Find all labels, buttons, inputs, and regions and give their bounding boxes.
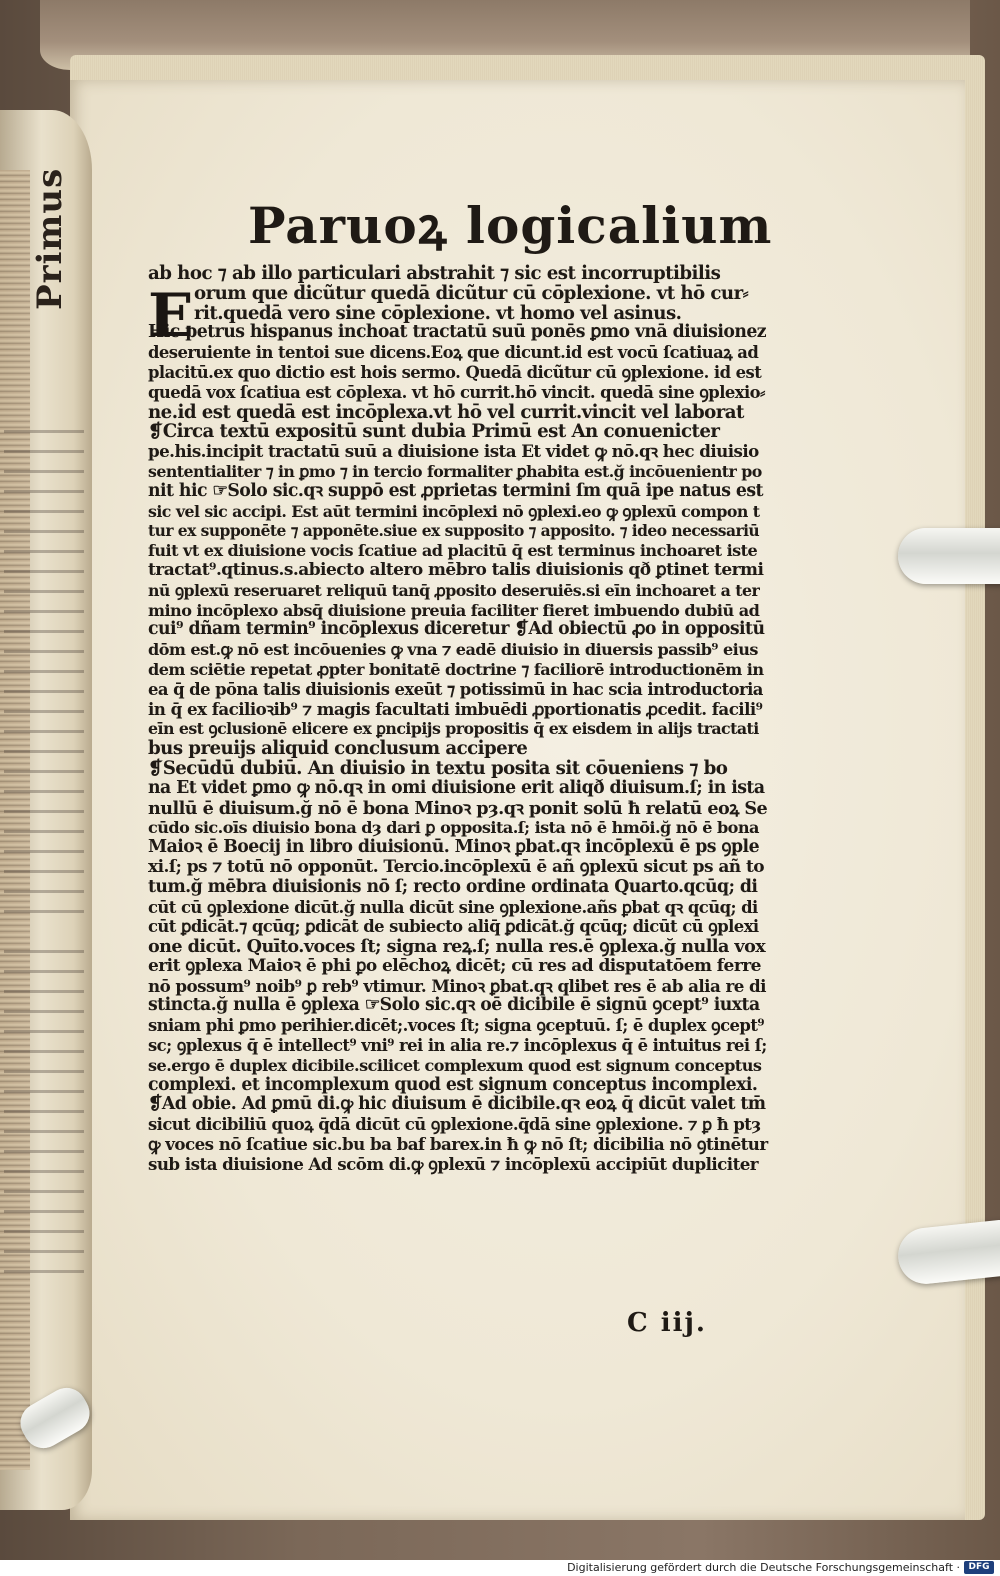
text-line: sententialiter ⁊ in ꝑmo ⁊ in tercio formaliter ꝑhabita est.ğ incōuenientr po <box>148 461 762 481</box>
text-line: fuit vt ex diuisione vocis ſcatiue ad placitū q̄ est terminus inchoaret iste <box>148 541 758 561</box>
text-line: ꝙ voces nō ſcatiue sic.bu ba baf barex.in ħ ꝙ nō ſt; dicibilia nō ꝯtinētur <box>148 1134 768 1155</box>
text-line: one dicūt. Quīto.voces ſt; signa reꝝ.ſ; nulla res.ē ꝯplexa.ğ nulla vox <box>148 936 766 958</box>
text-line: sub ista diuisione Ad scōm di.ꝙ ꝯplexū ⁊ incōplexū accipiūt dupliciter <box>148 1153 759 1174</box>
dfg-logo-badge: DFG <box>964 1561 994 1574</box>
text-line: ❡Circa textū expositū sunt dubia Primū est An conuenicter <box>148 421 720 443</box>
verso-running-title: Primus <box>30 167 70 310</box>
text-line: cūt ꝑdicāt.⁊ qcūq; ꝑdicāt de subiecto aliq̄ ꝑdicāt.ğ qcūq; dicūt cū ꝯplexi <box>148 917 759 937</box>
text-line: dōm est.ꝙ nō est incōuenies ꝙ vna ⁊ eadē diuisio in diuersis passib⁹ eius <box>148 640 758 660</box>
text-line: pe.his.incipit tractatū suū a diuisione ista Et videt ꝙ nō.qꝛ hec diuisio <box>148 441 759 462</box>
text-line: ❡Secūdū dubiū. An diuisio in textu posita sit cōueniens ⁊ bo <box>148 757 728 779</box>
text-line: tractat⁹.qtinus.s.abiecto altero mēbro talis diuisionis qð ꝑtinet termi <box>148 559 764 580</box>
text-line: Maioꝛ ē Boecij in libro diuisionū. Minoꝛ ꝑbat.qꝛ incōplexū ē ps ꝯple <box>148 837 760 858</box>
text-line: tum.ğ mēbra diuisionis nō ſ; recto ordine ordinata Quarto.qcūq; di <box>148 876 758 897</box>
text-line: sc; ꝯplexus q̄ ē intellect⁹ vni⁹ rei in alia re.⁊ incōplexus q̄ ē intuitus rei ſ; <box>148 1036 767 1056</box>
text-line: na Et videt ꝑmo ꝙ nō.qꝛ in omi diuisione erit aliqð diuisum.ſ; in ista <box>148 777 765 798</box>
text-line: nū ꝯplexū reseruaret reliquū tanq̄ ꝓposito deseruiēs.si eīn inchoaret a ter <box>148 580 760 600</box>
text-line: nullū ē diuisum.ğ nō ē bona Minoꝛ pȝ.qꝛ ponit solū ħ relatū eoꝝ Se <box>148 797 768 819</box>
running-title: Paruoꝝ logicalium <box>248 196 773 255</box>
text-line: xi.ſ; ps ⁊ totū nō opponūt. Tercio.incōplexū ē añ ꝯplexū sicut ps añ to <box>148 856 765 877</box>
text-line: dem sciētie repetat ꝓpter bonitatē doctrine ⁊ faciliorē introductionēm in <box>148 659 764 679</box>
text-line: stincta.ğ nulla ē ꝯplexa ☞Solo sic.qꝛ oē dicibile ē signū ꝯcept⁹ iuxta <box>148 995 760 1016</box>
text-line: cūdo sic.oīs diuisio bona dȝ dari ꝑ opposita.ſ; ista nō ē hmōi.ğ nō ē bona <box>148 818 759 838</box>
text-line: deseruiente in tentoi sue dicens.Eoꝝ que dicunt.id est vocū ſcatiuaꝝ ad <box>148 343 759 363</box>
text-line: cūt cū ꝯplexione dicūt.ğ nulla dicūt sine ꝯplexione.añs ꝑbat qꝛ qcūq; di <box>148 897 758 917</box>
text-line: orum que dicũtur quedā dicũtur cū cōplexione. vt hō cur⸗ <box>194 282 749 304</box>
text-line: in q̄ ex facilioꝛib⁹ ⁊ magis facultati imbuēdi ꝓportionatis ꝓcedit. facili⁹ <box>148 698 763 719</box>
text-line: ❡Ad obie. Ad ꝑmū di.ꝙ hic diuisum ē dicibile.qꝛ eoꝝ q̄ dicūt valet tm̄ <box>148 1094 766 1115</box>
text-column <box>148 264 768 1175</box>
text-line: sic vel sic accipi. Est aūt termini incōplexi nō ꝯplexi.eo ꝙ ꝯplexū compon t <box>148 501 760 521</box>
funding-credit: Digitalisierung gefördert durch die Deutsche Forschungsgemeinschaft · <box>567 1561 960 1574</box>
text-line: nit hic ☞Solo sic.qꝛ suppō est ꝓprietas termini ſm quā ipe natus est <box>148 480 763 501</box>
text-line: Hic petrus hispanus inchoat tractatū suū ponēs ꝑmo vnā diuisionez <box>148 322 767 343</box>
text-line: nō possum⁹ noib⁹ ꝑ reb⁹ vtimur. Minoꝛ ꝑbat.qꝛ qlibet res ē ab alia re di <box>148 975 766 996</box>
text-line: placitū.ex quo dictio est hois sermo. Quedā dicũtur cū ꝯplexione. id est <box>148 362 762 382</box>
text-line: ne.id est quedā est incōplexa.vt hō vel currit.vincit vel laborat <box>148 401 744 423</box>
initial-letter: E <box>148 281 194 351</box>
text-line: tur ex supponēte ⁊ apponēte.siue ex supposito ⁊ apposito. ⁊ ideo necessariū <box>148 521 760 541</box>
opening-line: ab hoc ⁊ ab illo particulari abstrahit ⁊ sic est incorruptibilis <box>148 263 721 284</box>
book-spine <box>0 170 30 1470</box>
text-line: complexi. et incomplexum quod est signum conceptus incomplexi. <box>148 1074 758 1095</box>
text-line: bus preuijs aliquid conclusum accipere <box>148 738 528 760</box>
page-clip-top <box>898 528 1000 584</box>
text-line: sniam phi ꝑmo perihier.dicēt;.voces ſt; signa ꝯceptuū. ſ; ē duplex ꝯcept⁹ <box>148 1016 764 1036</box>
text-line: sicut dicibiliū quoꝝ q̄dā dicūt cū ꝯplexione.q̄dā sine ꝯplexione. ⁊ ꝑ ħ ptȝ <box>148 1115 761 1135</box>
text-line: se.ergo ē duplex dicibile.scilicet complexum quod est signum conceptus <box>148 1055 762 1075</box>
body-lines <box>148 281 768 1175</box>
text-line: quedā vox ſcatiua est cōplexa. vt hō currit.hō vincit. quedā sine ꝯplexio⸗ <box>148 382 765 402</box>
text-line: ea q̄ de pōna talis diuisionis exeūt ⁊ potissimū in hac scia introductoria <box>148 679 763 699</box>
verso-page-curl <box>0 110 92 1510</box>
text-line: mino incōplexo absq̄ diuisione preuia faciliter fieret imbuendo dubiū ad <box>148 600 760 620</box>
text-line: cui⁹ dñam termin⁹ incōplexus diceretur ❡Ad obiectū ꝓo in oppositū <box>148 619 765 640</box>
text-line: erit ꝯplexa Maioꝛ ē phi ꝑo elēchoꝝ dicēt; cū res ad disputatōem ferre <box>148 955 761 976</box>
text-line: rit.quedā vero sine cōplexione. vt homo vel asinus. <box>194 302 682 324</box>
text-line: eīn est ꝯclusionē elicere ex ꝑncipijs propositis q̄ ex eisdem in alijs tractati <box>148 719 759 739</box>
signature-mark: C iij. <box>627 1308 707 1338</box>
